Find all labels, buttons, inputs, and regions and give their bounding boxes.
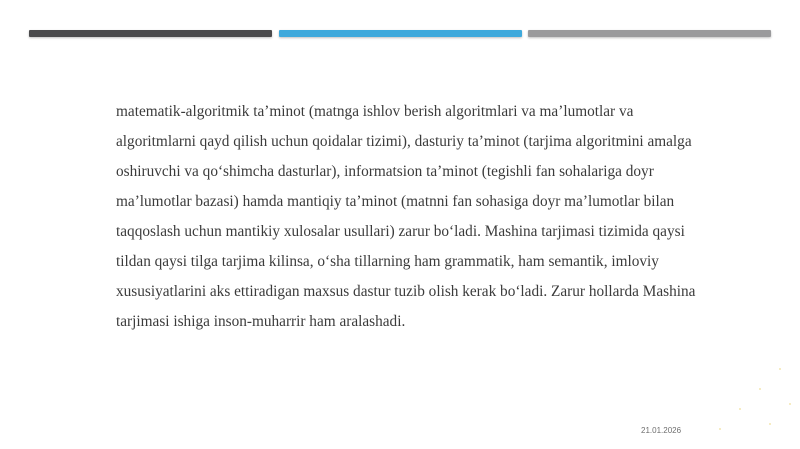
header-bar-dark xyxy=(29,30,272,37)
header-bar-gray xyxy=(528,30,771,37)
footer-date: 21.01.2026 xyxy=(641,426,682,435)
header-bar-blue xyxy=(279,30,522,37)
slide-body-text: matematik-algoritmik ta’minot (matnga ishlov berish algoritmlari va ma’lumotlar va algoritmlarni qayd qilish uchun qoidalar tizimi), dasturiy ta’minot (tarjima algoritmini amalga oshiruvchi va qo‘shimcha dasturlar), informatsion ta’minot (tegishli fan sohalariga doyr ma’lumotlar bazasi) hamda mantiqiy ta’minot (matnni fan sohasiga doyr ma’lumotlar bilan taqqoslash uchun mantikiy xulosalar usullari) zarur bo‘ladi. Mashina tarjimasi tizimida qaysi tildan qaysi tilga tarjima kilinsa, o‘sha tillarning ham grammatik, ham semantik, imloviy xususiyatlarini aks ettiradigan maxsus dastur tuzib olish kerak bo‘ladi. Zarur hollarda Mashina tarjimasi ishiga inson-muharrir ham aralashadi. xyxy=(116,103,696,330)
